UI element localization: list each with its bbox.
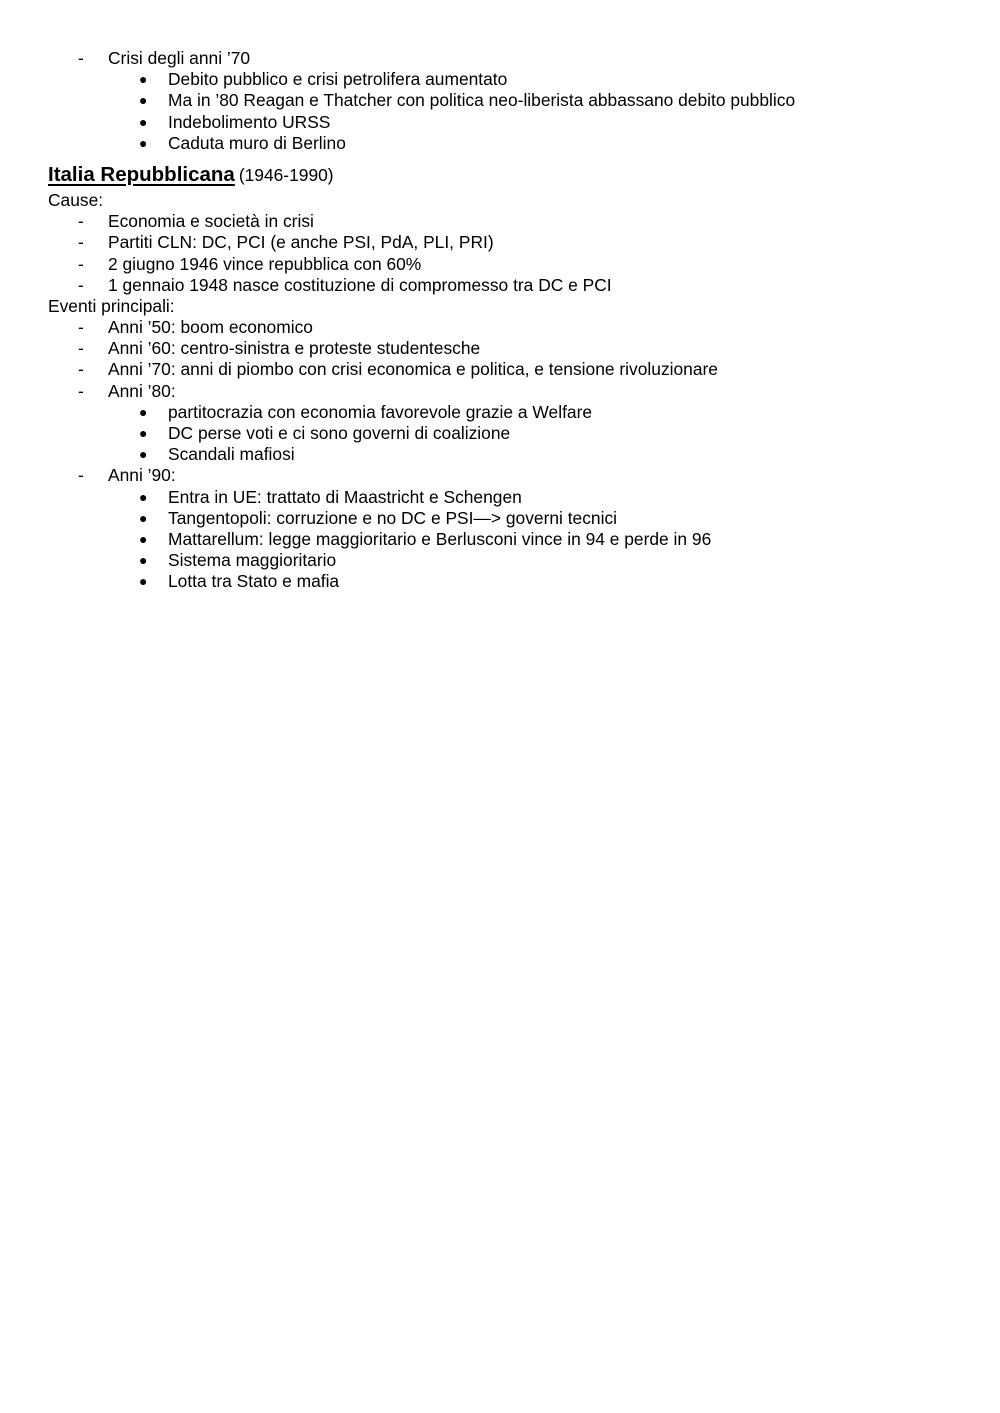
list-item	[48, 48, 948, 69]
sub-list-item	[48, 90, 948, 111]
list-item	[48, 359, 948, 380]
dash-marker: -	[78, 211, 84, 232]
list-item-text: Anni ’70: anni di piombo con crisi economica e politica, e tensione rivoluzionare	[108, 359, 718, 380]
dash-marker: -	[78, 253, 84, 274]
cause-label-row	[48, 190, 948, 211]
bullet-marker: ●	[139, 71, 148, 88]
sub-list-item	[48, 487, 948, 508]
sub-list-item-text: DC perse voti e ci sono governi di coalizione	[168, 423, 511, 443]
list-item	[48, 381, 948, 402]
list-item-text: Economia e società in crisi	[108, 211, 314, 232]
list-item	[48, 211, 948, 232]
sub-list-item	[48, 112, 948, 133]
sub-list-item	[48, 423, 948, 444]
sub-list-item	[48, 133, 948, 154]
list-item-text: Anni ’80:	[108, 380, 176, 401]
list-item	[48, 254, 948, 275]
bullet-marker: ●	[139, 552, 148, 569]
bullet-marker: ●	[139, 425, 148, 441]
events-label-row	[48, 296, 948, 317]
dash-marker: -	[78, 232, 84, 253]
sub-list-item-text: Caduta muro di Berlino	[168, 132, 346, 153]
list-item-text: Anni ’50: boom economico	[108, 317, 313, 338]
dash-marker: -	[78, 338, 84, 359]
bullet-marker: ●	[139, 530, 148, 547]
sub-list-item	[48, 508, 948, 529]
list-item	[48, 338, 948, 359]
bullet-marker: ●	[139, 403, 148, 420]
sub-list-item-text: Tangentopoli: corruzione e no DC e PSI—> governi tecnici	[168, 507, 618, 528]
list-item-text: 2 giugno 1946 vince repubblica con 60%	[108, 253, 422, 274]
list-item	[48, 275, 948, 296]
bullet-marker: ●	[139, 134, 148, 151]
section-title: Italia Repubblicana	[48, 162, 235, 186]
sub-list-item-text: Debito pubblico e crisi petrolifera aumentato	[168, 69, 508, 90]
cause-label: Cause:	[48, 189, 104, 210]
sub-list-item-text: Mattarellum: legge maggioritario e Berlusconi vince in 94 e perde in 96	[168, 528, 712, 549]
list-item-text: Anni ’60: centro-sinistra e proteste studentesche	[108, 338, 481, 359]
dash-marker: -	[78, 274, 84, 295]
sub-list-item-text: Scandali mafiosi	[168, 444, 295, 465]
sub-list-item	[48, 550, 948, 571]
dash-marker: -	[78, 317, 84, 338]
bullet-marker: ●	[139, 92, 148, 109]
list-item	[48, 317, 948, 338]
sub-list-item	[48, 444, 948, 465]
sub-list-item-text: Ma in ’80 Reagan e Thatcher con politica neo-liberista abbassano debito pubblico	[168, 90, 796, 111]
bullet-marker: ●	[139, 509, 148, 526]
bullet-marker: ●	[139, 573, 148, 590]
sub-list-item	[48, 571, 948, 592]
dash-marker: -	[78, 380, 84, 401]
sub-list-item	[48, 529, 948, 550]
list-item-text: Crisi degli anni ’70	[108, 48, 251, 68]
bullet-marker: ●	[139, 113, 148, 130]
bullet-marker: ●	[139, 488, 148, 505]
sub-list-item-text: partitocrazia con economia favorevole grazie a Welfare	[168, 401, 593, 422]
sub-list-item	[48, 69, 948, 90]
events-label: Eventi principali:	[48, 295, 175, 316]
section-dates: (1946-1990)	[238, 164, 334, 185]
sub-list-item-text: Sistema maggioritario	[168, 550, 337, 571]
section-heading	[48, 164, 948, 190]
sub-list-item-text: Entra in UE: trattato di Maastricht e Schengen	[168, 486, 522, 507]
sub-list-item-text: Indebolimento URSS	[168, 111, 331, 132]
dash-marker: -	[78, 359, 84, 380]
list-item	[48, 232, 948, 253]
dash-marker: -	[78, 48, 84, 68]
document-page	[48, 48, 948, 593]
sub-list-item-text: Lotta tra Stato e mafia	[168, 571, 340, 592]
list-item-text: Anni ’90:	[108, 465, 176, 486]
dash-marker: -	[78, 465, 84, 486]
list-item-text: 1 gennaio 1948 nasce costituzione di compromesso tra DC e PCI	[108, 274, 612, 295]
sub-list-item	[48, 402, 948, 423]
list-item-text: Partiti CLN: DC, PCI (e anche PSI, PdA, PLI, PRI)	[108, 232, 494, 253]
bullet-marker: ●	[139, 446, 148, 463]
list-item	[48, 465, 948, 486]
